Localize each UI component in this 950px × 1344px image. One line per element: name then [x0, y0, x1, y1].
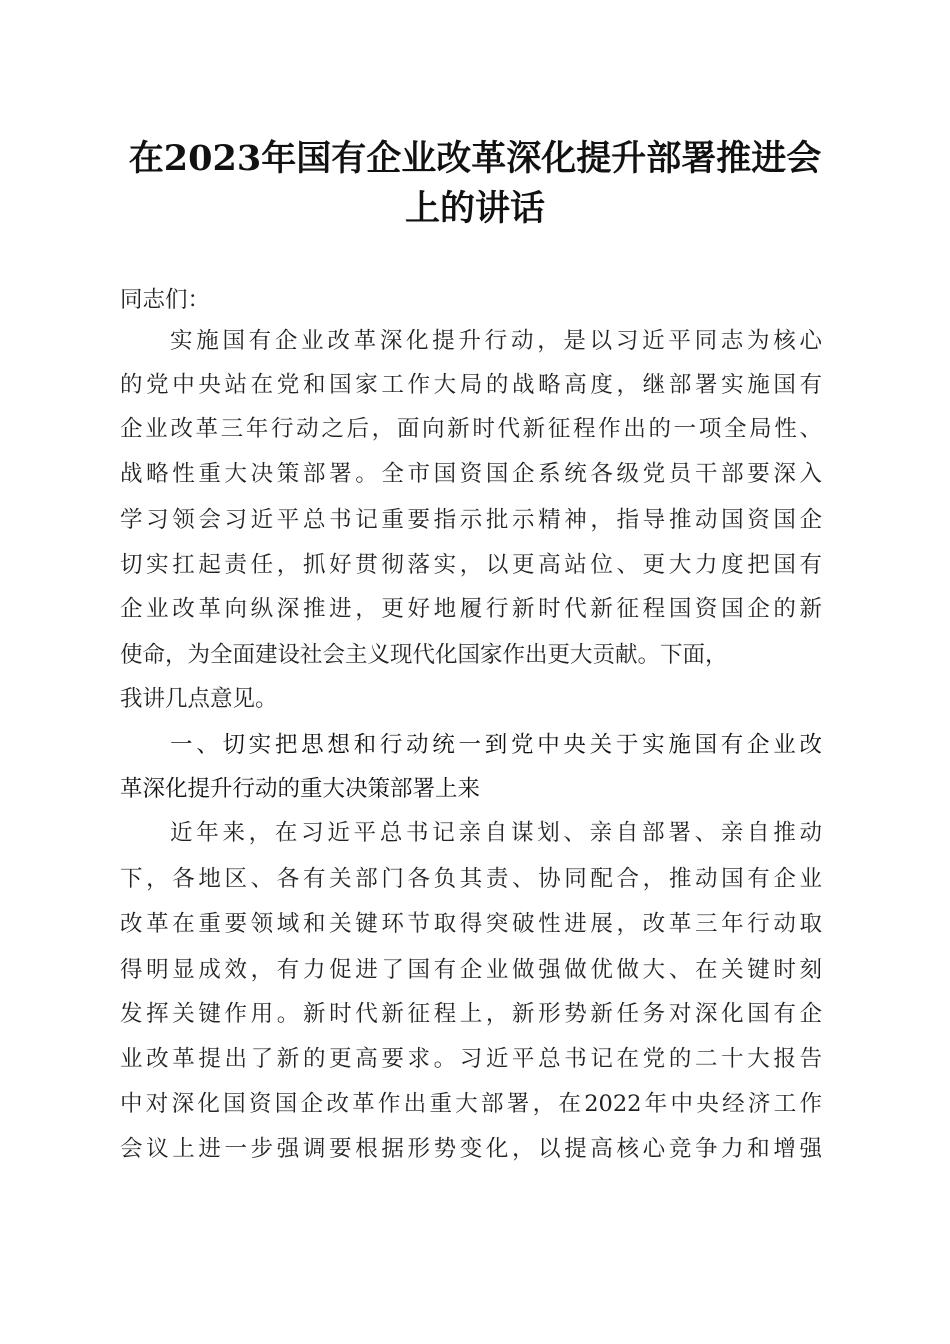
paragraph-line: 学习领会习近平总书记重要指示批示精神，指导推动国资国企 [120, 507, 822, 533]
paragraph-line: 中对深化国资国企改革作出重大部署，在2022年中央经济工作 [120, 1091, 822, 1117]
salutation: 同志们： [120, 287, 211, 313]
paragraph-line: 的党中央站在党和国家工作大局的战略高度，继部署实施国有 [120, 372, 822, 398]
paragraph-line: 得明显成效，有力促进了国有企业做强做优做大、在关键时刻 [120, 957, 822, 983]
paragraph-line: 下，各地区、各有关部门各负其责、协同配合，推动国有企业 [120, 866, 822, 892]
paragraph-line: 企业改革三年行动之后，面向新时代新征程作出的一项全局性、 [120, 416, 822, 442]
paragraph-line: 业改革提出了新的更高要求。习近平总书记在党的二十大报告 [120, 1046, 822, 1072]
paragraph-line: 切实扛起责任，抓好贯彻落实，以更高站位、更大力度把国有 [120, 552, 822, 578]
paragraph-line: 发挥关键作用。新时代新征程上，新形势新任务对深化国有企 [120, 1001, 822, 1027]
document-title-line-2: 上的讲话 [404, 188, 545, 229]
document-title-line-1: 在2023年国有企业改革深化提升部署推进会 [128, 138, 822, 179]
section-heading-line: 革深化提升行动的重大决策部署上来 [120, 776, 481, 802]
paragraph-line: 会议上进一步强调要根据形势变化，以提高核心竞争力和增强 [120, 1136, 822, 1162]
paragraph-line: 近年来，在习近平总书记亲自谋划、亲自部署、亲自推动 [170, 820, 822, 846]
paragraph-line: 改革在重要领域和关键环节取得突破性进展，改革三年行动取 [120, 911, 822, 937]
section-heading-line: 一、切实把思想和行动统一到党中央关于实施国有企业改 [170, 732, 822, 758]
paragraph-line: 我讲几点意见。 [120, 686, 278, 712]
paragraph-line: 实施国有企业改革深化提升行动，是以习近平同志为核心 [170, 328, 822, 354]
paragraph-line: 战略性重大决策部署。全市国资国企系统各级党员干部要深入 [120, 461, 822, 487]
paragraph-line: 企业改革向纵深推进，更好地履行新时代新征程国资国企的新 [120, 596, 822, 622]
paragraph-line: 使命，为全面建设社会主义现代化国家作出更大贡献。下面， [120, 642, 728, 668]
